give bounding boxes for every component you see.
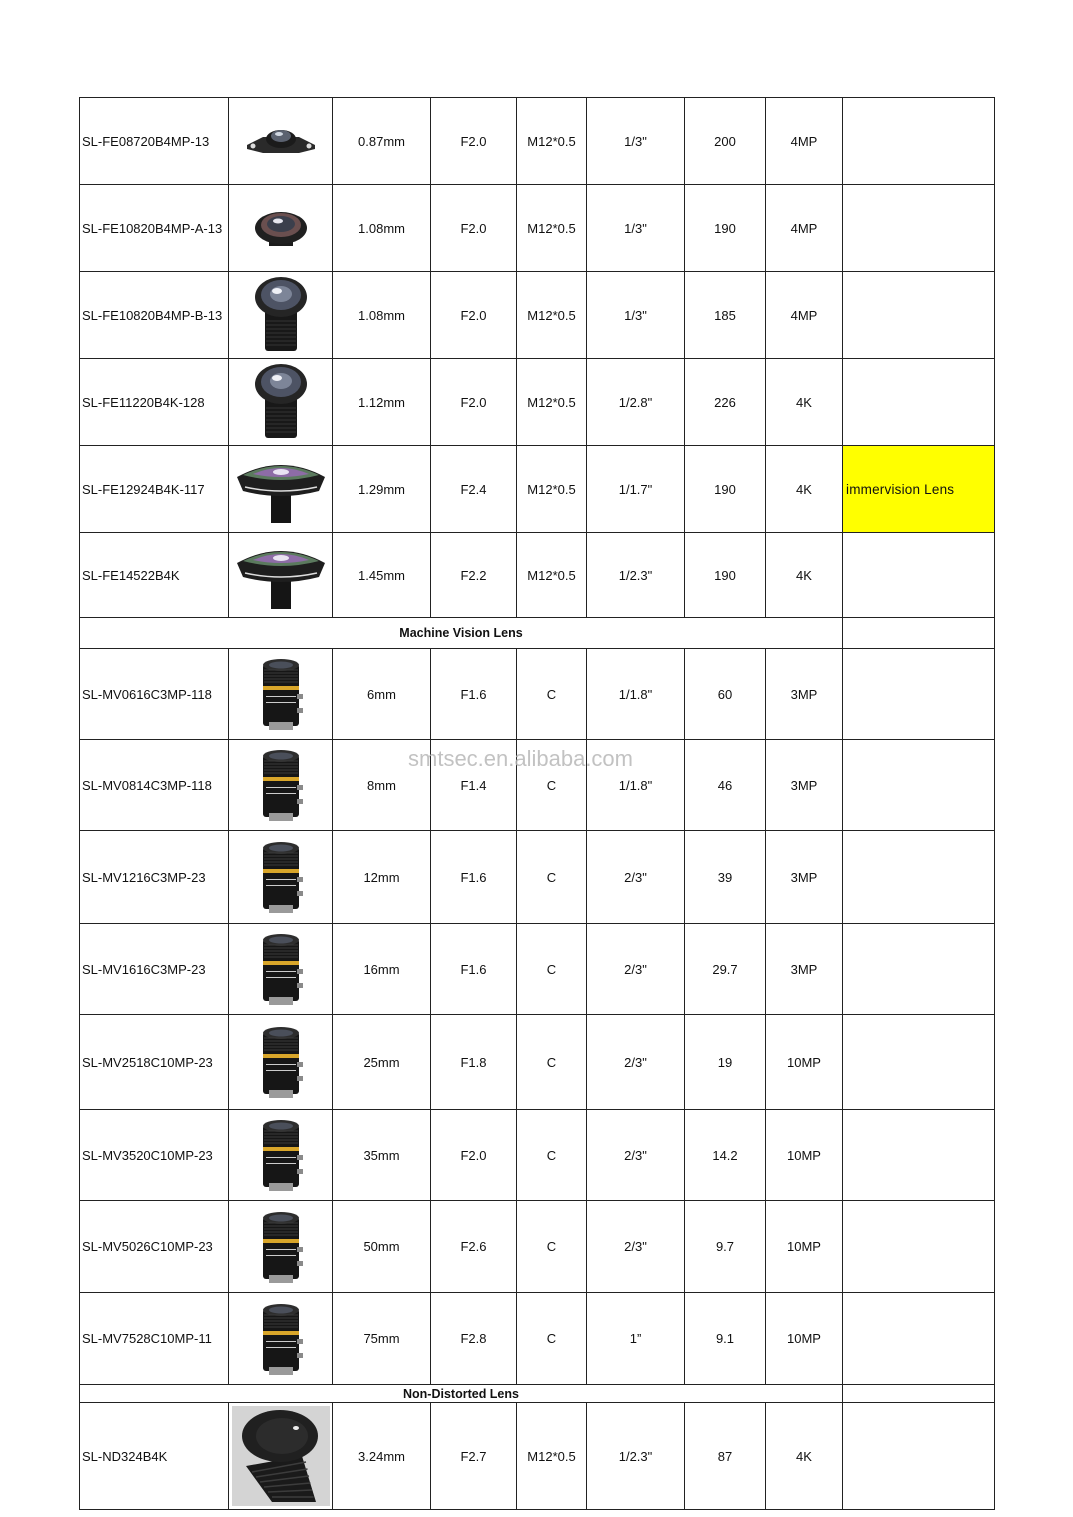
mount-cell: C [517,924,587,1015]
aperture-cell: F1.4 [431,740,517,831]
note-cell [843,1201,995,1293]
fisheye-dome-lens-icon [233,186,329,270]
note-cell [843,649,995,740]
machine-vision-lens-icon [233,1113,329,1197]
sensor-cell: 1/1.8" [587,649,685,740]
fov-cell: 9.1 [685,1293,766,1385]
lens-image-cell [229,831,333,924]
note-cell [843,1403,995,1510]
wide-fisheye-lens-icon [233,447,329,531]
fov-cell: 226 [685,359,766,446]
sensor-cell: 1/3" [587,98,685,185]
fov-cell: 14.2 [685,1110,766,1201]
mount-cell: M12*0.5 [517,185,587,272]
machine-vision-lens-icon [233,1297,329,1381]
table-row [80,1201,995,1293]
table-row [80,1110,995,1201]
mount-cell: C [517,1201,587,1293]
aperture-cell: F2.0 [431,185,517,272]
aperture-cell: F1.8 [431,1015,517,1110]
model-cell: SL-MV3520C10MP-23 [80,1110,229,1201]
fov-cell: 46 [685,740,766,831]
section-header-row [80,618,995,649]
lens-image-cell [229,359,333,446]
lens-image-cell [229,1015,333,1110]
note-cell [843,1015,995,1110]
mount-cell: M12*0.5 [517,98,587,185]
note-cell [843,740,995,831]
sensor-cell: 1/1.8" [587,740,685,831]
note-cell [843,272,995,359]
mount-cell: C [517,649,587,740]
table-row [80,359,995,446]
sensor-cell: 2/3" [587,831,685,924]
resolution-cell: 4K [766,1403,843,1510]
model-cell: SL-FE10820B4MP-B-13 [80,272,229,359]
fov-cell: 200 [685,98,766,185]
table-row [80,649,995,740]
fov-cell: 190 [685,446,766,533]
fov-cell: 9.7 [685,1201,766,1293]
resolution-cell: 4MP [766,98,843,185]
resolution-cell: 10MP [766,1201,843,1293]
lens-image-cell [229,1110,333,1201]
mount-cell: M12*0.5 [517,359,587,446]
mount-cell: C [517,740,587,831]
aperture-cell: F2.0 [431,1110,517,1201]
table-row [80,1015,995,1110]
wide-fisheye-lens-icon [233,533,329,617]
section-title: Non-Distorted Lens [80,1385,843,1403]
resolution-cell: 3MP [766,649,843,740]
note-cell [843,1110,995,1201]
resolution-cell: 3MP [766,740,843,831]
machine-vision-lens-icon [233,927,329,1011]
watermark: smtsec.en.alibaba.com [408,746,633,771]
model-cell: SL-MV0814C3MP-118 [80,740,229,831]
focal-cell: 25mm [333,1015,431,1110]
model-cell: SL-MV7528C10MP-11 [80,1293,229,1385]
aperture-cell: F1.6 [431,649,517,740]
section-header-row [80,1385,995,1403]
model-cell: SL-FE12924B4K-117 [80,446,229,533]
resolution-cell: 3MP [766,924,843,1015]
sensor-cell: 2/3" [587,1201,685,1293]
lens-image-cell [229,272,333,359]
sensor-cell: 1/1.7" [587,446,685,533]
aperture-cell: F2.6 [431,1201,517,1293]
table-row [80,533,995,618]
resolution-cell: 10MP [766,1293,843,1385]
sensor-cell: 1/2.3" [587,1403,685,1510]
lens-image-cell [229,185,333,272]
focal-cell: 8mm [333,740,431,831]
focal-cell: 50mm [333,1201,431,1293]
model-cell: SL-ND324B4K [80,1403,229,1510]
lens-image-cell [229,98,333,185]
focal-cell: 3.24mm [333,1403,431,1510]
resolution-cell: 3MP [766,831,843,924]
resolution-cell: 4MP [766,272,843,359]
focal-cell: 1.08mm [333,272,431,359]
model-cell: SL-MV1216C3MP-23 [80,831,229,924]
mount-cell: M12*0.5 [517,1403,587,1510]
mount-cell: C [517,831,587,924]
table-row [80,446,995,533]
fisheye-flange-lens-icon [233,99,329,183]
sensor-cell: 1” [587,1293,685,1385]
table-row [80,185,995,272]
machine-vision-lens-icon [233,652,329,736]
table-row [80,831,995,924]
focal-cell: 1.08mm [333,185,431,272]
focal-cell: 1.12mm [333,359,431,446]
sensor-cell: 2/3" [587,1110,685,1201]
sensor-cell: 1/2.3" [587,533,685,618]
mount-cell: M12*0.5 [517,272,587,359]
resolution-cell: 10MP [766,1015,843,1110]
model-cell: SL-MV5026C10MP-23 [80,1201,229,1293]
fov-cell: 19 [685,1015,766,1110]
model-cell: SL-MV2518C10MP-23 [80,1015,229,1110]
note-cell [843,359,995,446]
aperture-cell: F2.4 [431,446,517,533]
lens-image-cell [229,924,333,1015]
machine-vision-lens-icon [233,743,329,827]
fov-cell: 190 [685,185,766,272]
focal-cell: 12mm [333,831,431,924]
sensor-cell: 1/3" [587,185,685,272]
resolution-cell: 4MP [766,185,843,272]
note-cell [843,185,995,272]
machine-vision-lens-icon [233,1205,329,1289]
focal-cell: 16mm [333,924,431,1015]
sensor-cell: 2/3" [587,1015,685,1110]
note-cell: immervision Lens [843,446,995,533]
lens-image-cell [229,1293,333,1385]
mount-cell: M12*0.5 [517,446,587,533]
aperture-cell: F2.7 [431,1403,517,1510]
note-cell [843,533,995,618]
fov-cell: 87 [685,1403,766,1510]
focal-cell: 35mm [333,1110,431,1201]
model-cell: SL-FE14522B4K [80,533,229,618]
table-row [80,1293,995,1385]
focal-cell: 75mm [333,1293,431,1385]
section-title: Machine Vision Lens [80,618,843,649]
lens-image-cell [229,533,333,618]
model-cell: SL-MV1616C3MP-23 [80,924,229,1015]
lens-spec-table [79,97,995,1510]
fov-cell: 190 [685,533,766,618]
model-cell: SL-FE11220B4K-128 [80,359,229,446]
section-note-cell [843,1385,995,1403]
resolution-cell: 10MP [766,1110,843,1201]
aperture-cell: F2.0 [431,359,517,446]
sensor-cell: 2/3" [587,924,685,1015]
note-cell [843,831,995,924]
model-cell: SL-MV0616C3MP-118 [80,649,229,740]
fisheye-barrel-lens-icon [233,360,329,444]
aperture-cell: F1.6 [431,924,517,1015]
fov-cell: 39 [685,831,766,924]
mount-cell: C [517,1293,587,1385]
lens-image-cell [229,446,333,533]
mount-cell: C [517,1015,587,1110]
lens-image-cell [229,740,333,831]
table-row [80,1403,995,1510]
lens-image-cell [229,649,333,740]
aperture-cell: F2.2 [431,533,517,618]
focal-cell: 1.45mm [333,533,431,618]
resolution-cell: 4K [766,359,843,446]
lens-image-cell [229,1201,333,1293]
model-cell: SL-FE10820B4MP-A-13 [80,185,229,272]
focal-cell: 0.87mm [333,98,431,185]
lens-image-cell [229,1403,333,1510]
fisheye-barrel-lens-icon [233,273,329,357]
machine-vision-lens-icon [233,835,329,919]
lens-table-body [80,98,995,1510]
mount-cell: M12*0.5 [517,533,587,618]
mount-cell: C [517,1110,587,1201]
model-cell: SL-FE08720B4MP-13 [80,98,229,185]
section-note-cell [843,618,995,649]
note-cell [843,924,995,1015]
aperture-cell: F2.8 [431,1293,517,1385]
resolution-cell: 4K [766,533,843,618]
sensor-cell: 1/2.8" [587,359,685,446]
machine-vision-lens-icon [233,1020,329,1104]
note-cell [843,98,995,185]
table-row [80,98,995,185]
m12-board-lens-icon [232,1406,330,1506]
resolution-cell: 4K [766,446,843,533]
focal-cell: 6mm [333,649,431,740]
fov-cell: 29.7 [685,924,766,1015]
focal-cell: 1.29mm [333,446,431,533]
note-cell [843,1293,995,1385]
aperture-cell: F2.0 [431,98,517,185]
sensor-cell: 1/3" [587,272,685,359]
fov-cell: 185 [685,272,766,359]
table-row [80,924,995,1015]
aperture-cell: F1.6 [431,831,517,924]
table-row [80,740,995,831]
table-row [80,272,995,359]
fov-cell: 60 [685,649,766,740]
aperture-cell: F2.0 [431,272,517,359]
